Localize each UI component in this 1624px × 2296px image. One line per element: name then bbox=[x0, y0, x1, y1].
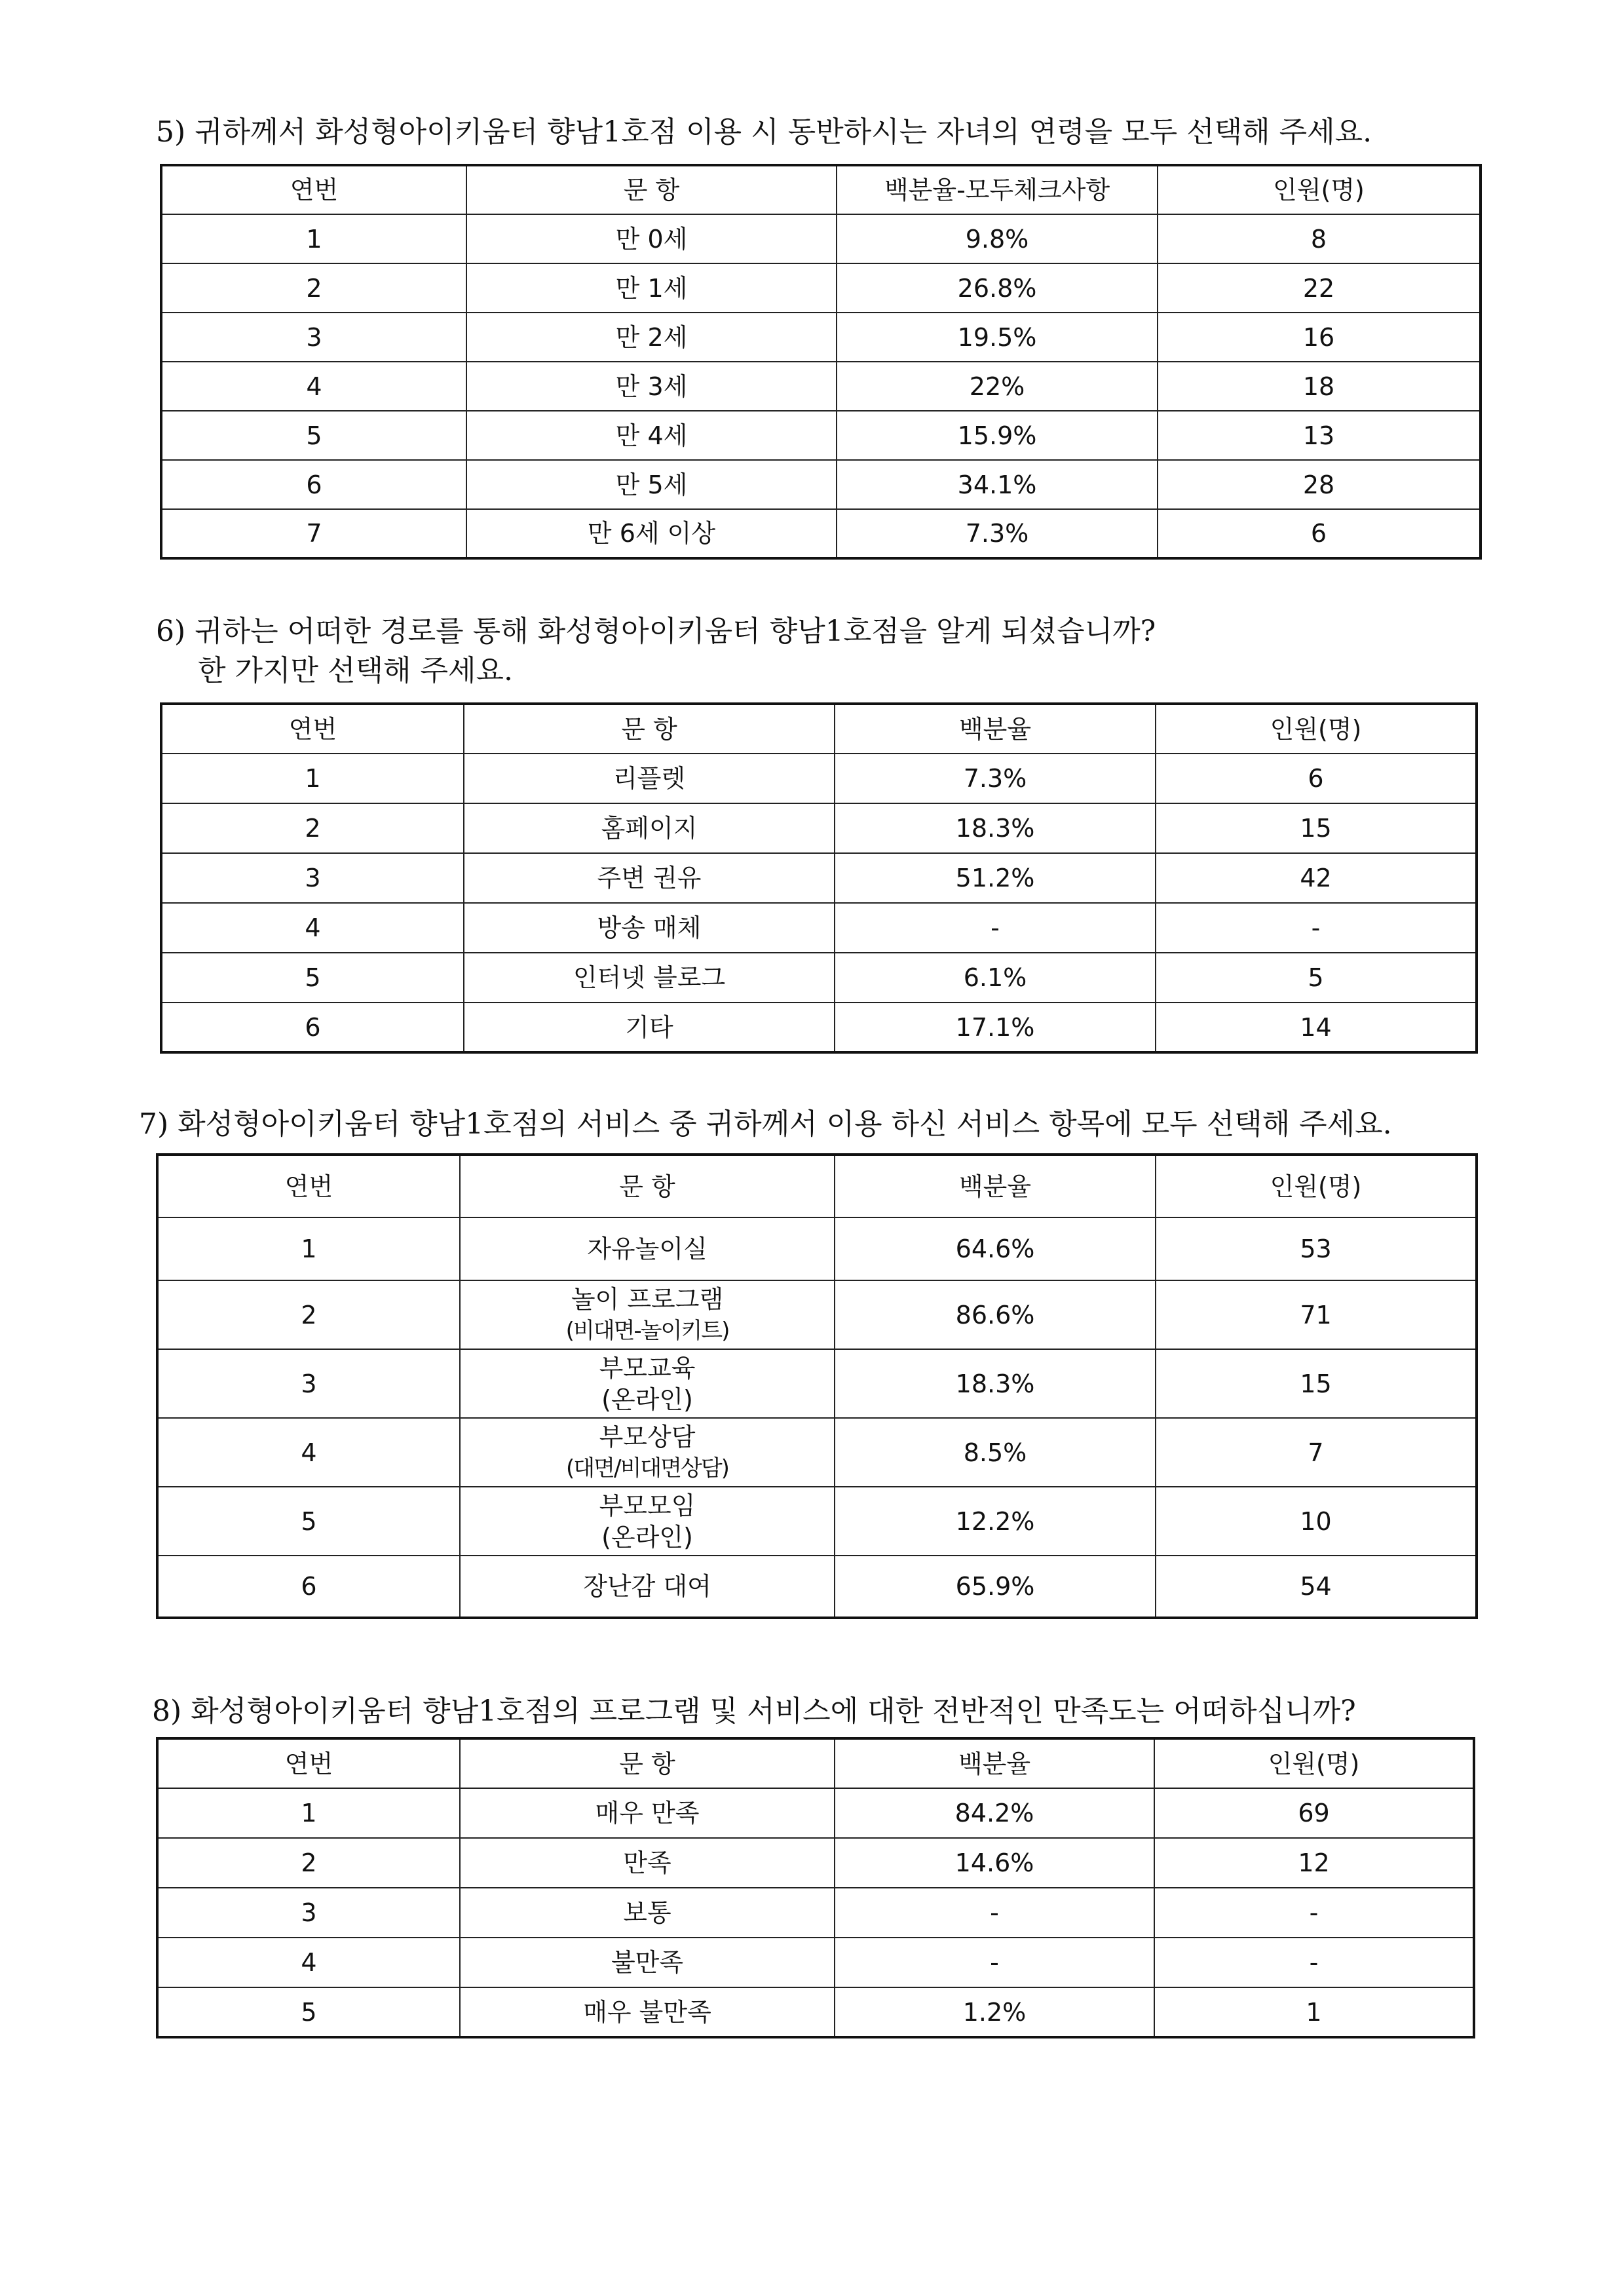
header-percent: 백분율 bbox=[835, 704, 1156, 754]
question-6-title-line1: 6) 귀하는 어떠한 경로를 통해 화성형아이키움터 향남1호점을 알게 되셨습니까? bbox=[156, 615, 1156, 648]
cell-no: 6 bbox=[161, 1003, 464, 1052]
header-count: 인원(명) bbox=[1158, 165, 1481, 214]
cell-item-sub: (온라인) bbox=[601, 1385, 693, 1414]
cell-item: 매우 불만족 bbox=[460, 1987, 835, 2037]
table-row bbox=[161, 953, 1477, 1003]
table-row bbox=[161, 754, 1477, 803]
table-row bbox=[157, 1987, 1474, 2037]
table-row bbox=[161, 509, 1481, 558]
cell-no: 2 bbox=[161, 803, 464, 853]
header-count: 인원(명) bbox=[1156, 704, 1477, 754]
cell-percent: 86.6% bbox=[835, 1280, 1156, 1349]
table-row bbox=[157, 1788, 1474, 1838]
cell-no: 1 bbox=[161, 754, 464, 803]
cell-count: 42 bbox=[1156, 853, 1477, 903]
header-percent: 백분율-모두체크사항 bbox=[837, 165, 1158, 214]
cell-percent: 7.3% bbox=[835, 754, 1156, 803]
cell-item-main: 부모모임 bbox=[599, 1491, 696, 1520]
cell-no: 1 bbox=[161, 214, 466, 263]
cell-count: 1 bbox=[1154, 1987, 1474, 2037]
table-row bbox=[161, 263, 1481, 313]
cell-no: 3 bbox=[157, 1349, 460, 1418]
cell-item: 리플렛 bbox=[464, 754, 835, 803]
header-item: 문 항 bbox=[460, 1155, 835, 1217]
cell-count: 18 bbox=[1158, 362, 1481, 411]
cell-no: 7 bbox=[161, 509, 466, 558]
table-header-row bbox=[161, 704, 1477, 754]
cell-no: 3 bbox=[161, 313, 466, 362]
cell-item-main: 놀이 프로그램 bbox=[571, 1284, 724, 1314]
question-8-table bbox=[156, 1737, 1475, 2038]
cell-item: 만 1세 bbox=[466, 263, 837, 313]
question-7-title: 7) 화성형아이키움터 향남1호점의 서비스 중 귀하께서 이용 하신 서비스 항목에 모두 선택해 주세요. bbox=[139, 1107, 1392, 1141]
cell-count: 53 bbox=[1156, 1217, 1477, 1280]
cell-count: 12 bbox=[1154, 1838, 1474, 1888]
cell-percent: 34.1% bbox=[837, 460, 1158, 509]
table-row bbox=[161, 903, 1477, 953]
cell-item: 만 5세 bbox=[466, 460, 837, 509]
cell-count: 13 bbox=[1158, 411, 1481, 460]
cell-count: 5 bbox=[1156, 953, 1477, 1003]
cell-percent: 6.1% bbox=[835, 953, 1156, 1003]
cell-count: 10 bbox=[1156, 1487, 1477, 1556]
cell-percent: 8.5% bbox=[835, 1418, 1156, 1487]
cell-item: 기타 bbox=[464, 1003, 835, 1052]
table-row bbox=[161, 313, 1481, 362]
cell-item: 매우 만족 bbox=[460, 1788, 835, 1838]
table-row bbox=[157, 1888, 1474, 1938]
table-row bbox=[157, 1418, 1477, 1487]
cell-item: 보통 bbox=[460, 1888, 835, 1938]
cell-no: 4 bbox=[161, 362, 466, 411]
cell-item bbox=[460, 1349, 835, 1418]
cell-count: 69 bbox=[1154, 1788, 1474, 1838]
header-count: 인원(명) bbox=[1156, 1155, 1477, 1217]
table-row bbox=[157, 1280, 1477, 1349]
cell-count: 71 bbox=[1156, 1280, 1477, 1349]
cell-item: 방송 매체 bbox=[464, 903, 835, 953]
question-5-title: 5) 귀하께서 화성형아이키움터 향남1호점 이용 시 동반하시는 자녀의 연령을 모두 선택해 주세요. bbox=[156, 115, 1372, 149]
cell-count: 15 bbox=[1156, 1349, 1477, 1418]
cell-percent: 64.6% bbox=[835, 1217, 1156, 1280]
table-row bbox=[157, 1838, 1474, 1888]
cell-count: - bbox=[1154, 1888, 1474, 1938]
cell-item: 자유놀이실 bbox=[460, 1217, 835, 1280]
cell-count: 14 bbox=[1156, 1003, 1477, 1052]
cell-no: 1 bbox=[157, 1217, 460, 1280]
cell-no: 4 bbox=[157, 1418, 460, 1487]
cell-no: 6 bbox=[161, 460, 466, 509]
table-row bbox=[157, 1556, 1477, 1618]
table-row bbox=[161, 460, 1481, 509]
cell-count: 6 bbox=[1158, 509, 1481, 558]
header-no: 연번 bbox=[157, 1155, 460, 1217]
cell-percent: 1.2% bbox=[835, 1987, 1154, 2037]
cell-percent: - bbox=[835, 903, 1156, 953]
cell-item: 만 0세 bbox=[466, 214, 837, 263]
cell-item: 만 3세 bbox=[466, 362, 837, 411]
table-row bbox=[161, 411, 1481, 460]
cell-percent: 22% bbox=[837, 362, 1158, 411]
cell-percent: 26.8% bbox=[837, 263, 1158, 313]
cell-no: 5 bbox=[161, 411, 466, 460]
cell-item-sub: (온라인) bbox=[601, 1522, 693, 1552]
table-row bbox=[161, 803, 1477, 853]
cell-item bbox=[460, 1280, 835, 1349]
table-header-row bbox=[157, 1738, 1474, 1788]
cell-no: 5 bbox=[157, 1987, 460, 2037]
table-header-row bbox=[157, 1155, 1477, 1217]
cell-no: 4 bbox=[157, 1938, 460, 1987]
cell-item: 만 6세 이상 bbox=[466, 509, 837, 558]
cell-item: 만 4세 bbox=[466, 411, 837, 460]
cell-percent: 18.3% bbox=[835, 1349, 1156, 1418]
cell-item bbox=[460, 1487, 835, 1556]
cell-count: 6 bbox=[1156, 754, 1477, 803]
table-row bbox=[157, 1217, 1477, 1280]
table-row bbox=[157, 1938, 1474, 1987]
cell-no: 6 bbox=[157, 1556, 460, 1618]
header-percent: 백분율 bbox=[835, 1738, 1154, 1788]
cell-no: 2 bbox=[157, 1838, 460, 1888]
cell-item: 홈페이지 bbox=[464, 803, 835, 853]
cell-percent: 9.8% bbox=[837, 214, 1158, 263]
table-row bbox=[161, 214, 1481, 263]
cell-count: 16 bbox=[1158, 313, 1481, 362]
header-percent: 백분율 bbox=[835, 1155, 1156, 1217]
cell-percent: 65.9% bbox=[835, 1556, 1156, 1618]
cell-count: 22 bbox=[1158, 263, 1481, 313]
cell-item-main: 부모상담 bbox=[599, 1422, 696, 1451]
cell-percent: 84.2% bbox=[835, 1788, 1154, 1838]
cell-percent: 14.6% bbox=[835, 1838, 1154, 1888]
header-item: 문 항 bbox=[460, 1738, 835, 1788]
header-item: 문 항 bbox=[466, 165, 837, 214]
cell-percent: - bbox=[835, 1888, 1154, 1938]
cell-no: 3 bbox=[161, 853, 464, 903]
cell-item: 장난감 대여 bbox=[460, 1556, 835, 1618]
cell-no: 1 bbox=[157, 1788, 460, 1838]
cell-item-sub: (대면/비대면상담) bbox=[566, 1455, 728, 1482]
cell-count: - bbox=[1156, 903, 1477, 953]
cell-no: 2 bbox=[157, 1280, 460, 1349]
cell-item: 주변 권유 bbox=[464, 853, 835, 903]
cell-count: 15 bbox=[1156, 803, 1477, 853]
cell-item-main: 부모교육 bbox=[599, 1353, 696, 1383]
cell-item: 인터넷 블로그 bbox=[464, 953, 835, 1003]
question-7-table bbox=[156, 1153, 1478, 1619]
cell-item-sub: (비대면-놀이키트) bbox=[565, 1317, 729, 1344]
table-row bbox=[161, 853, 1477, 903]
table-header-row bbox=[161, 165, 1481, 214]
header-count: 인원(명) bbox=[1154, 1738, 1474, 1788]
cell-percent: 19.5% bbox=[837, 313, 1158, 362]
cell-percent: 18.3% bbox=[835, 803, 1156, 853]
cell-count: 54 bbox=[1156, 1556, 1477, 1618]
cell-percent: 51.2% bbox=[835, 853, 1156, 903]
cell-percent: 12.2% bbox=[835, 1487, 1156, 1556]
cell-percent: - bbox=[835, 1938, 1154, 1987]
cell-percent: 15.9% bbox=[837, 411, 1158, 460]
question-6-title bbox=[156, 612, 1156, 691]
cell-count: 7 bbox=[1156, 1418, 1477, 1487]
cell-no: 2 bbox=[161, 263, 466, 313]
cell-no: 5 bbox=[157, 1487, 460, 1556]
cell-percent: 17.1% bbox=[835, 1003, 1156, 1052]
header-no: 연번 bbox=[157, 1738, 460, 1788]
table-row bbox=[157, 1487, 1477, 1556]
question-6-table bbox=[160, 702, 1478, 1054]
cell-count: - bbox=[1154, 1938, 1474, 1987]
cell-item: 불만족 bbox=[460, 1938, 835, 1987]
header-no: 연번 bbox=[161, 704, 464, 754]
cell-percent: 7.3% bbox=[837, 509, 1158, 558]
cell-count: 28 bbox=[1158, 460, 1481, 509]
table-row bbox=[161, 362, 1481, 411]
cell-item: 만 2세 bbox=[466, 313, 837, 362]
cell-item: 만족 bbox=[460, 1838, 835, 1888]
question-6-title-line2: 한 가지만 선택해 주세요. bbox=[198, 654, 513, 687]
header-no: 연번 bbox=[161, 165, 466, 214]
cell-no: 3 bbox=[157, 1888, 460, 1938]
cell-no: 4 bbox=[161, 903, 464, 953]
header-item: 문 항 bbox=[464, 704, 835, 754]
table-row bbox=[161, 1003, 1477, 1052]
question-8-title: 8) 화성형아이키움터 향남1호점의 프로그램 및 서비스에 대한 전반적인 만족도는 어떠하십니까? bbox=[152, 1694, 1356, 1728]
question-5-table bbox=[160, 164, 1482, 560]
cell-no: 5 bbox=[161, 953, 464, 1003]
cell-item bbox=[460, 1418, 835, 1487]
cell-count: 8 bbox=[1158, 214, 1481, 263]
table-row bbox=[157, 1349, 1477, 1418]
